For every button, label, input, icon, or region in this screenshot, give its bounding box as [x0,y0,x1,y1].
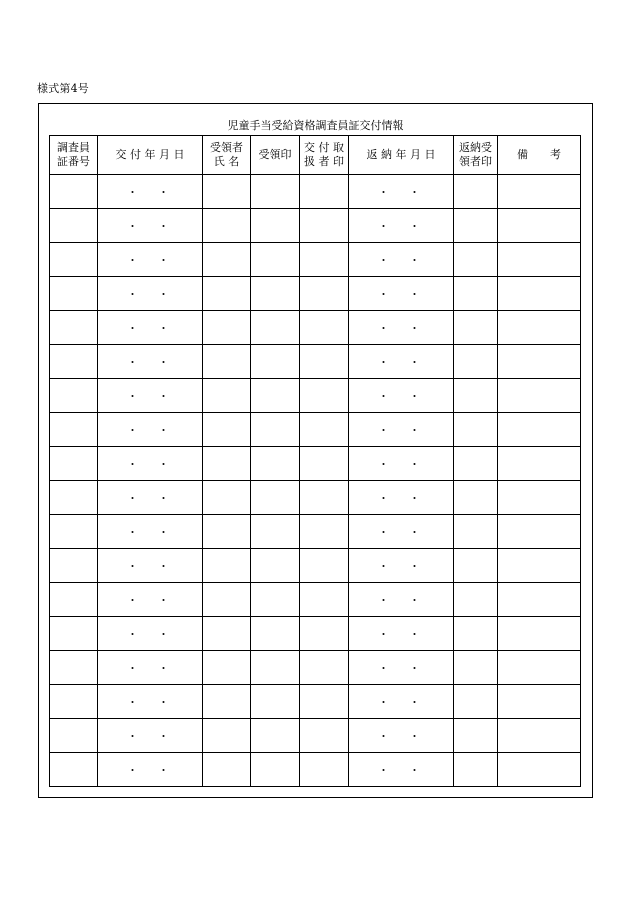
header-handler-line2: 扱 者 印 [304,155,344,168]
date-separator-dots: ・・ [378,253,440,267]
header-return-date: 返 納 年 月 日 [349,136,454,175]
date-separator-dots: ・・ [378,355,440,369]
receipt-seal-cell [251,617,300,651]
remarks-cell [498,345,581,379]
recipient-name-cell [203,209,251,243]
date-separator-dots: ・・ [127,695,189,709]
return-seal-cell [454,617,498,651]
recipient-name-cell [203,481,251,515]
date-separator-dots: ・・ [127,321,189,335]
id-number-cell [50,311,98,345]
issue-date-cell [98,209,203,243]
issue-date-cell [98,685,203,719]
handler-seal-cell [300,617,349,651]
return-date-cell [349,549,454,583]
date-separator-dots: ・・ [127,253,189,267]
table-row [50,753,581,787]
issue-date-cell [98,515,203,549]
date-separator-dots: ・・ [127,763,189,777]
id-number-cell [50,651,98,685]
date-separator-dots: ・・ [127,593,189,607]
return-date-cell [349,651,454,685]
id-number-cell [50,583,98,617]
date-separator-dots: ・・ [127,559,189,573]
return-date-cell [349,175,454,209]
receipt-seal-cell [251,651,300,685]
date-separator-dots: ・・ [378,627,440,641]
return-date-cell [349,447,454,481]
id-number-cell [50,685,98,719]
issue-date-cell [98,753,203,787]
handler-seal-cell [300,413,349,447]
date-separator-dots: ・・ [378,559,440,573]
header-id-number-line2: 証番号 [57,155,90,168]
handler-seal-cell [300,651,349,685]
id-number-cell [50,413,98,447]
header-return-seal-line1: 返納受 [459,141,492,154]
handler-seal-cell [300,515,349,549]
recipient-name-cell [203,311,251,345]
table-row [50,447,581,481]
table-row [50,243,581,277]
issue-date-cell [98,345,203,379]
remarks-cell [498,753,581,787]
id-number-cell [50,515,98,549]
header-recipient-line2: 氏 名 [213,155,240,168]
date-separator-dots: ・・ [127,219,189,233]
id-number-cell [50,243,98,277]
date-separator-dots: ・・ [378,729,440,743]
date-separator-dots: ・・ [378,219,440,233]
header-remarks: 備 考 [498,136,581,175]
receipt-seal-cell [251,583,300,617]
date-separator-dots: ・・ [378,763,440,777]
header-id-number [50,136,98,175]
receipt-seal-cell [251,277,300,311]
date-separator-dots: ・・ [127,525,189,539]
date-separator-dots: ・・ [127,423,189,437]
id-number-cell [50,481,98,515]
handler-seal-cell [300,481,349,515]
issue-date-cell [98,651,203,685]
header-issue-date: 交 付 年 月 日 [98,136,203,175]
table-row [50,583,581,617]
recipient-name-cell [203,719,251,753]
id-number-cell [50,277,98,311]
id-number-cell [50,753,98,787]
return-date-cell [349,515,454,549]
date-separator-dots: ・・ [127,729,189,743]
return-seal-cell [454,549,498,583]
handler-seal-cell [300,243,349,277]
date-separator-dots: ・・ [378,525,440,539]
table-row [50,311,581,345]
receipt-seal-cell [251,311,300,345]
remarks-cell [498,617,581,651]
return-date-cell [349,481,454,515]
return-date-cell [349,345,454,379]
return-seal-cell [454,583,498,617]
table-row [50,617,581,651]
date-separator-dots: ・・ [378,593,440,607]
issue-date-cell [98,243,203,277]
issue-date-cell [98,311,203,345]
form-number-label: 様式第4号 [37,82,89,95]
issue-record-table [49,135,581,787]
return-date-cell [349,379,454,413]
date-separator-dots: ・・ [378,661,440,675]
issue-date-cell [98,379,203,413]
table-row [50,209,581,243]
recipient-name-cell [203,243,251,277]
remarks-cell [498,447,581,481]
date-separator-dots: ・・ [127,661,189,675]
id-number-cell [50,209,98,243]
return-seal-cell [454,447,498,481]
remarks-cell [498,719,581,753]
form-frame [38,103,593,798]
handler-seal-cell [300,209,349,243]
header-return-seal-line2: 領者印 [459,155,492,168]
handler-seal-cell [300,685,349,719]
id-number-cell [50,617,98,651]
date-separator-dots: ・・ [127,457,189,471]
id-number-cell [50,379,98,413]
date-separator-dots: ・・ [378,287,440,301]
header-id-number-line1: 調査員 [57,141,90,154]
recipient-name-cell [203,345,251,379]
id-number-cell [50,175,98,209]
header-receipt-seal: 受領印 [251,136,300,175]
remarks-cell [498,175,581,209]
receipt-seal-cell [251,549,300,583]
recipient-name-cell [203,753,251,787]
header-return-seal [454,136,498,175]
table-row [50,515,581,549]
remarks-cell [498,311,581,345]
recipient-name-cell [203,617,251,651]
remarks-cell [498,277,581,311]
receipt-seal-cell [251,481,300,515]
remarks-cell [498,685,581,719]
return-seal-cell [454,719,498,753]
table-row [50,277,581,311]
handler-seal-cell [300,583,349,617]
header-recipient-line1: 受領者 [210,141,243,154]
issue-date-cell [98,583,203,617]
return-date-cell [349,685,454,719]
handler-seal-cell [300,549,349,583]
receipt-seal-cell [251,685,300,719]
handler-seal-cell [300,345,349,379]
receipt-seal-cell [251,719,300,753]
remarks-cell [498,549,581,583]
return-date-cell [349,277,454,311]
id-number-cell [50,345,98,379]
recipient-name-cell [203,549,251,583]
issue-date-cell [98,413,203,447]
date-separator-dots: ・・ [127,491,189,505]
table-row [50,481,581,515]
table-row [50,345,581,379]
return-date-cell [349,753,454,787]
return-date-cell [349,413,454,447]
date-separator-dots: ・・ [127,627,189,641]
receipt-seal-cell [251,175,300,209]
return-date-cell [349,311,454,345]
issue-date-cell [98,277,203,311]
id-number-cell [50,719,98,753]
date-separator-dots: ・・ [127,287,189,301]
return-seal-cell [454,413,498,447]
remarks-cell [498,481,581,515]
recipient-name-cell [203,175,251,209]
date-separator-dots: ・・ [127,355,189,369]
remarks-cell [498,243,581,277]
table-row [50,413,581,447]
recipient-name-cell [203,515,251,549]
receipt-seal-cell [251,753,300,787]
remarks-cell [498,515,581,549]
issue-date-cell [98,447,203,481]
table-row [50,685,581,719]
header-recipient-name [203,136,251,175]
date-separator-dots: ・・ [378,321,440,335]
remarks-cell [498,209,581,243]
return-seal-cell [454,685,498,719]
return-seal-cell [454,345,498,379]
receipt-seal-cell [251,345,300,379]
table-row [50,651,581,685]
handler-seal-cell [300,719,349,753]
return-seal-cell [454,209,498,243]
form-title: 児童手当受給資格調査員証交付情報 [227,119,404,132]
issue-date-cell [98,617,203,651]
handler-seal-cell [300,175,349,209]
date-separator-dots: ・・ [378,695,440,709]
return-seal-cell [454,651,498,685]
recipient-name-cell [203,379,251,413]
receipt-seal-cell [251,209,300,243]
handler-seal-cell [300,379,349,413]
recipient-name-cell [203,413,251,447]
header-handler-seal [300,136,349,175]
handler-seal-cell [300,311,349,345]
return-seal-cell [454,277,498,311]
date-separator-dots: ・・ [378,185,440,199]
return-seal-cell [454,481,498,515]
return-seal-cell [454,379,498,413]
header-row [50,136,581,175]
receipt-seal-cell [251,243,300,277]
return-date-cell [349,209,454,243]
recipient-name-cell [203,583,251,617]
issue-date-cell [98,175,203,209]
date-separator-dots: ・・ [378,457,440,471]
remarks-cell [498,379,581,413]
id-number-cell [50,549,98,583]
date-separator-dots: ・・ [127,185,189,199]
issue-date-cell [98,481,203,515]
return-seal-cell [454,753,498,787]
header-handler-line1: 交 付 取 [304,141,344,154]
table-row [50,719,581,753]
date-separator-dots: ・・ [378,389,440,403]
date-separator-dots: ・・ [378,423,440,437]
receipt-seal-cell [251,447,300,481]
return-seal-cell [454,243,498,277]
receipt-seal-cell [251,413,300,447]
date-separator-dots: ・・ [127,389,189,403]
return-date-cell [349,243,454,277]
table-row [50,175,581,209]
return-seal-cell [454,311,498,345]
receipt-seal-cell [251,379,300,413]
recipient-name-cell [203,685,251,719]
table-row [50,549,581,583]
return-date-cell [349,617,454,651]
recipient-name-cell [203,651,251,685]
return-seal-cell [454,515,498,549]
return-date-cell [349,719,454,753]
handler-seal-cell [300,277,349,311]
table-row [50,379,581,413]
receipt-seal-cell [251,515,300,549]
issue-date-cell [98,549,203,583]
recipient-name-cell [203,277,251,311]
remarks-cell [498,583,581,617]
return-date-cell [349,583,454,617]
issue-date-cell [98,719,203,753]
handler-seal-cell [300,447,349,481]
handler-seal-cell [300,753,349,787]
return-seal-cell [454,175,498,209]
id-number-cell [50,447,98,481]
recipient-name-cell [203,447,251,481]
date-separator-dots: ・・ [378,491,440,505]
remarks-cell [498,651,581,685]
remarks-cell [498,413,581,447]
